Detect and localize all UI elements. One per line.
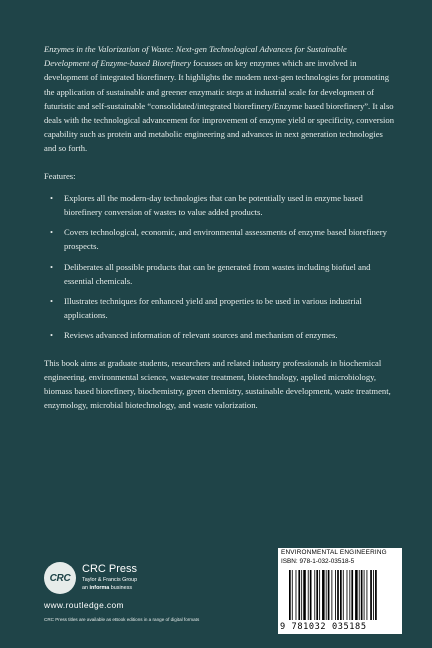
publisher-block (44, 562, 244, 632)
intro-text: focusses on key enzymes which are involved in development of integrated biorefinery. It highlights the modern next-gen technologies for promoting the application of sustainable and greener enzymatic steps at industrial scale for development of futuristic and self-sustainable “consolidated/integrated biorefinery/Enzyme based biorefinery”. It also deals with the technological advancement for improvement of enzyme yield or specificity, conversion capability such as protein and metabolic engineering and advances in next generation technologies and so forth. (44, 58, 394, 154)
barcode-stripe (314, 570, 315, 620)
barcode-stripe (343, 570, 344, 620)
ebook-note: CRC Press titles are available as eBook editions in a range of digital formats (44, 617, 200, 622)
feature-item: • Reviews advanced information of relevant sources and mechanism of enzymes. (44, 328, 394, 342)
barcode-stripe (303, 570, 306, 620)
barcode-box (278, 548, 402, 634)
barcode-stripe (351, 570, 353, 620)
barcode-stripe (296, 570, 297, 620)
publisher-business-line: an informa business (82, 585, 133, 591)
barcode-stripe (355, 570, 358, 620)
feature-item: • Deliberates all possible products that can be generated from wastes including biofuel and essential chemicals. (44, 260, 394, 288)
barcode-stripe (335, 570, 336, 620)
barcode-stripe (337, 570, 339, 620)
audience-paragraph: This book aims at graduate students, researchers and related industry professionals in biochemical engineering, environmental science, wastewater treatment, biotechnology, applied microbiology, biomass based biorefinery, biochemistry, green chemistry, sustainable development, waste treatment, enzymology, microbial biotechnology, and waste valorization. (44, 357, 391, 411)
publisher-group: Taylor & Francis Group (82, 577, 138, 583)
barcode-stripe (347, 570, 348, 620)
back-cover-text (44, 42, 394, 412)
barcode-stripe (359, 570, 360, 620)
features-list (44, 191, 394, 343)
barcode-bars (283, 570, 397, 624)
barcode-digits: 9 781032 035185 (280, 622, 367, 632)
barcode-stripe (316, 570, 318, 620)
barcode-stripe (361, 570, 363, 620)
barcode-stripe (364, 570, 365, 620)
feature-item: • Explores all the modern-day technologies that can be potentially used in enzyme based biorefinery conversion of wastes to value added products. (44, 191, 394, 219)
barcode-stripe (349, 570, 350, 620)
barcode-stripe (310, 570, 312, 620)
barcode-stripe (319, 570, 320, 620)
barcode-stripe (289, 570, 291, 620)
barcode-stripe (326, 570, 327, 620)
barcode-stripe (301, 570, 302, 620)
barcode-stripe (373, 570, 374, 620)
subject-category: ENVIRONMENTAL ENGINEERING (281, 549, 387, 556)
barcode-stripe (322, 570, 325, 620)
barcode-stripe (367, 570, 368, 620)
informa-brand: informa (89, 585, 110, 591)
crc-logo-text: CRC (49, 572, 71, 584)
barcode-stripe (298, 570, 300, 620)
barcode-stripe (292, 570, 293, 620)
publisher-name: CRC Press (82, 563, 138, 575)
publisher-url: www.routledge.com (44, 600, 124, 610)
barcode-stripe (340, 570, 342, 620)
feature-item: • Covers technological, economic, and environmental assessments of enzyme based biorefinery prospects. (44, 225, 394, 253)
intro-paragraph (44, 42, 394, 156)
barcode-stripe (308, 570, 309, 620)
barcode-stripe (328, 570, 330, 620)
feature-item: • Illustrates techniques for enhanced yield and properties to be used in various industrial applications. (44, 294, 394, 322)
features-heading: Features: (44, 170, 76, 181)
barcode-stripe (370, 570, 372, 620)
crc-logo (44, 562, 76, 594)
barcode-stripe (331, 570, 332, 620)
barcode-stripe (375, 570, 377, 620)
isbn-label: ISBN: 978-1-032-03518-5 (281, 558, 355, 565)
book-title: Enzymes in the Valorization of Waste: Next-gen Technological Advances for Sustainable Development of Enzyme-based Biorefinery (44, 44, 347, 69)
